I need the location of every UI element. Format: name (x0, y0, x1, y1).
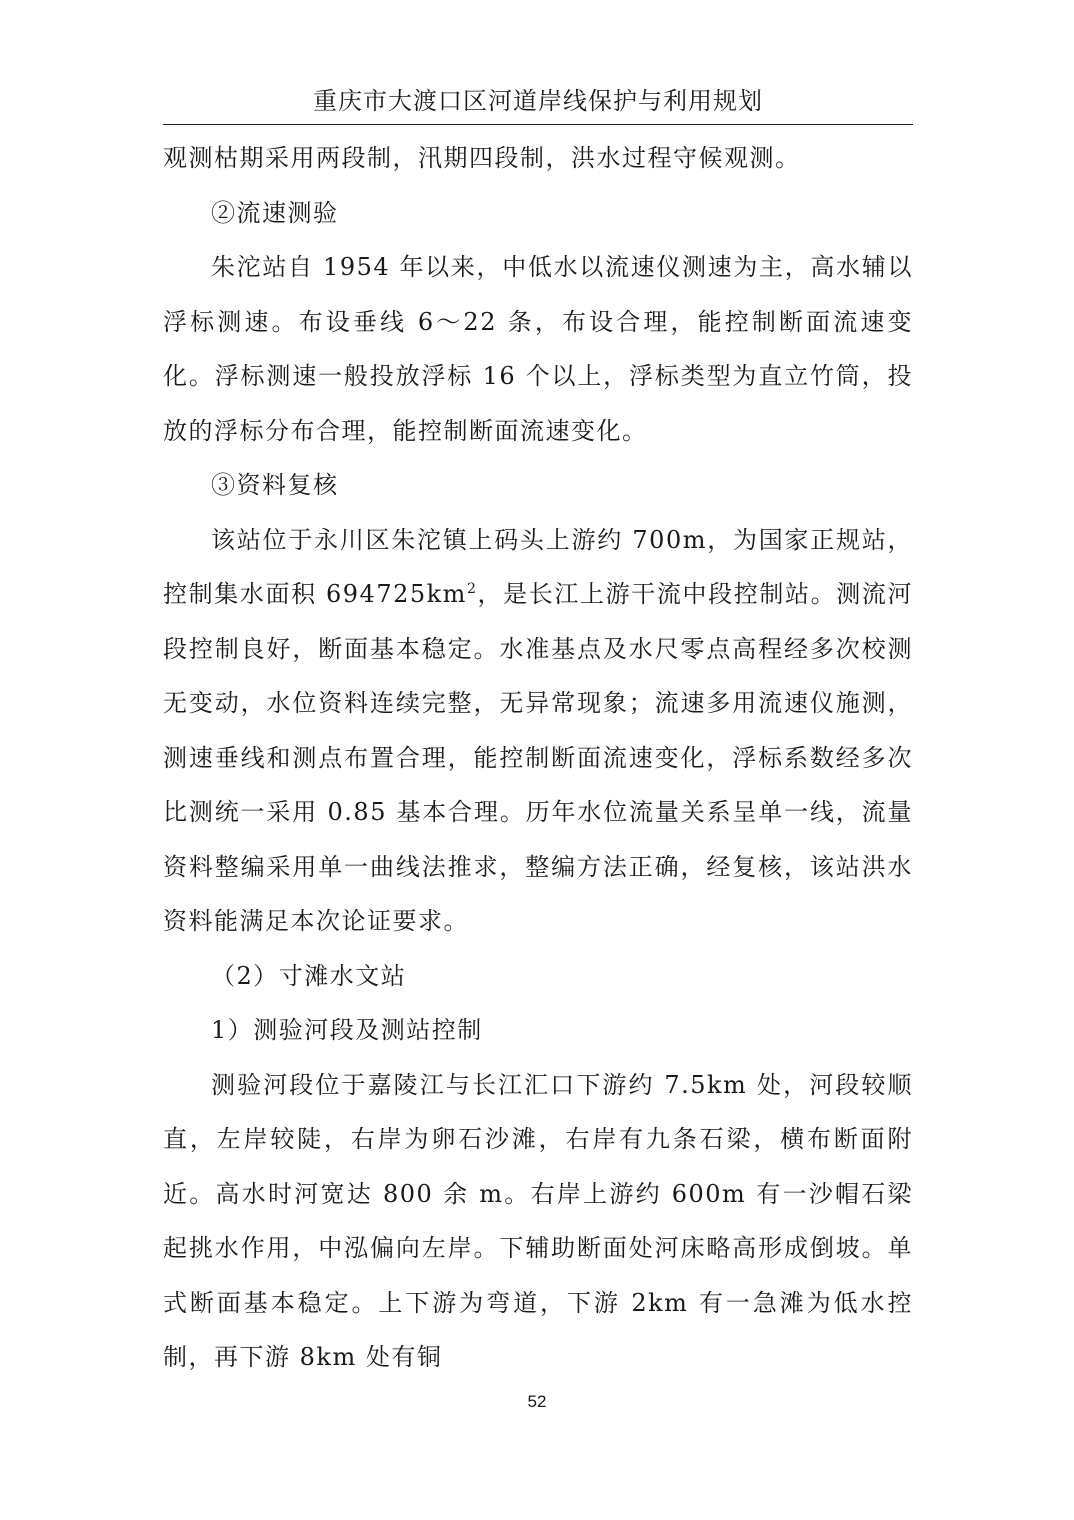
heading-cuntan-station: （2）寸滩水文站 (211, 961, 407, 990)
subheading-flow-velocity: ②流速测验 (211, 198, 339, 227)
paragraph-flow-velocity: 朱沱站自 1954 年以来，中低水以流速仪测速为主，高水辅以浮标测速。布设垂线 6～22 条，布设合理，能控制断面流速变化。浮标测速一般投放浮标 16 个以上，浮标类型为直立竹筒，投放的浮标分布合理，能控制断面流速变化。 (163, 253, 913, 445)
subheading-data-review: ③资料复核 (211, 471, 339, 499)
superscript-2: 2 (466, 581, 478, 597)
paragraph-data-review-text-cont: ，是长江上游干流中段控制站。测流河段控制良好，断面基本稳定。水准基点及水尺零点高程经多次校测无变动，水位资料连续完整，无异常现象；流速多用流速仪施测，测速垂线和测点布置合理，能控制断面流速变化，浮标系数经多次比测统一采用 0.85 基本合理。历年水位流量关系呈单一线，流量资料整编采用单一曲线法推求，整编方法正确，经复核，该站洪水资料能满足本次论证要求。 (163, 580, 914, 935)
subheading-river-reach: 1）测验河段及测站控制 (211, 1016, 483, 1044)
paragraph-data-review (163, 513, 913, 949)
running-header: 重庆市大渡口区河道岸线保护与利用规划 (313, 87, 763, 115)
paragraph-data-review-text: 该站位于永川区朱沱镇上码头上游约 700m，为国家正规站，控制集水面积 694725km (163, 525, 913, 608)
paragraph-river-reach: 测验河段位于嘉陵江与长江汇口下游约 7.5km 处，河段较顺直，左岸较陡，右岸为卵石沙滩，右岸有九条石梁，横布断面附近。高水时河宽达 800 余 m。右岸上游约 600m 有一沙帽石梁起挑水作用，中泓偏向左岸。下辅助断面处河床略高形成倒坡。单式断面基本稳定。上下游为弯道，下游 2km 有一急滩为低水控制，再下游 8km 处有铜 (163, 1070, 913, 1371)
document-body (163, 131, 913, 1385)
page-number: 52 (527, 1392, 547, 1411)
header-rule (163, 124, 913, 125)
paragraph-continuation: 观测枯期采用两段制，汛期四段制，洪水过程守候观测。 (163, 144, 801, 172)
